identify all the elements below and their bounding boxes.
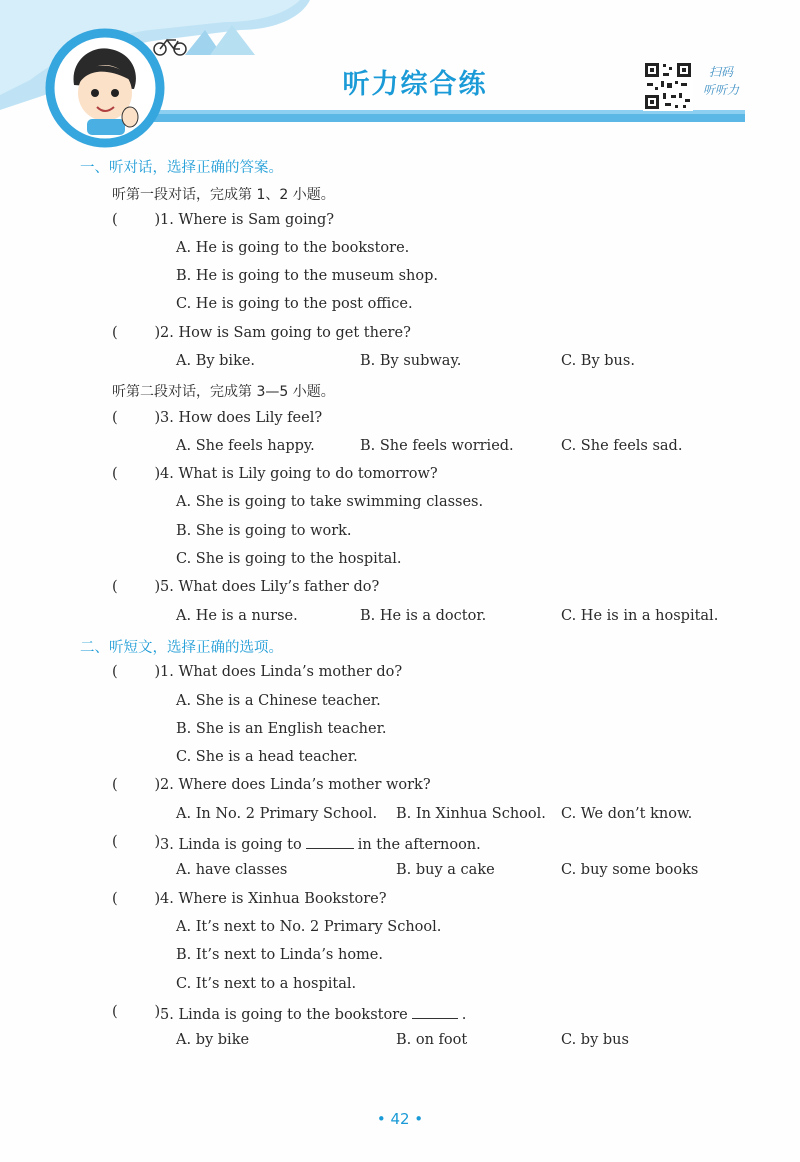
answer-paren[interactable]: ( ) xyxy=(112,891,161,907)
scan-label-line2: 听听力 xyxy=(702,83,739,97)
question-stem: 2. Where does Linda’s mother work? xyxy=(160,777,431,793)
header-banner xyxy=(0,0,800,150)
option-b[interactable]: B. In Xinhua School. xyxy=(396,806,546,822)
option-a[interactable]: A. She is a Chinese teacher. xyxy=(176,693,381,709)
option-a[interactable]: A. by bike xyxy=(176,1032,250,1048)
question-stem-end: in the afternoon. xyxy=(357,837,481,853)
option-c[interactable]: C. buy some books xyxy=(561,862,699,878)
question-stem-start: 3. Linda is going to xyxy=(160,837,302,853)
option-b[interactable]: B. He is a doctor. xyxy=(360,608,487,624)
answer-paren[interactable]: ( ) xyxy=(112,410,161,426)
section-heading-2: 二、听短文，选择正确的选项。 xyxy=(80,640,283,656)
question-stem: 1. What does Linda’s mother do? xyxy=(160,664,403,680)
section-heading-1: 一、听对话，选择正确的答案。 xyxy=(80,160,283,176)
qr-code-icon[interactable] xyxy=(643,61,693,111)
answer-paren[interactable]: ( ) xyxy=(112,664,161,680)
question-stem: 2. How is Sam going to get there? xyxy=(160,325,411,341)
option-c[interactable]: C. She is going to the hospital. xyxy=(176,551,402,567)
answer-paren[interactable]: ( ) xyxy=(112,466,161,482)
dialog-1-intro: 听第一段对话，完成第 1、2 小题。 xyxy=(112,187,335,203)
option-a[interactable]: A. He is a nurse. xyxy=(176,608,298,624)
answer-paren[interactable]: ( ) xyxy=(112,1004,161,1020)
question-stem: 4. Where is Xinhua Bookstore? xyxy=(160,891,387,907)
question-stem-end: . xyxy=(461,1007,467,1023)
question-stem xyxy=(160,834,481,853)
option-c[interactable]: C. It’s next to a hospital. xyxy=(176,976,357,992)
question-stem xyxy=(160,1004,466,1023)
option-b[interactable]: B. He is going to the museum shop. xyxy=(176,268,439,284)
option-b[interactable]: B. By subway. xyxy=(360,353,462,369)
option-b[interactable]: B. on foot xyxy=(396,1032,468,1048)
option-b[interactable]: B. She is an English teacher. xyxy=(176,721,387,737)
scan-label-line1: 扫码 xyxy=(708,65,733,79)
scan-label xyxy=(697,63,745,99)
option-a[interactable]: A. She feels happy. xyxy=(176,438,315,454)
option-a[interactable]: A. By bike. xyxy=(176,353,256,369)
question-stem: 5. What does Lily’s father do? xyxy=(160,579,380,595)
page-number: • 42 • xyxy=(376,1110,424,1128)
option-b[interactable]: B. She feels worried. xyxy=(360,438,514,454)
fill-blank[interactable] xyxy=(412,1004,458,1019)
answer-paren[interactable]: ( ) xyxy=(112,777,161,793)
bicycle-icon xyxy=(152,35,188,57)
option-b[interactable]: B. She is going to work. xyxy=(176,523,352,539)
dialog-2-intro: 听第二段对话，完成第 3—5 小题。 xyxy=(112,384,335,400)
page-title: 听力综合练 xyxy=(342,69,488,100)
answer-paren[interactable]: ( ) xyxy=(112,834,161,850)
answer-paren[interactable]: ( ) xyxy=(112,212,161,228)
option-c[interactable]: C. by bus xyxy=(561,1032,629,1048)
option-c[interactable]: C. She is a head teacher. xyxy=(176,749,358,765)
fill-blank[interactable] xyxy=(306,834,354,849)
option-b[interactable]: B. buy a cake xyxy=(396,862,495,878)
boy-mascot-icon xyxy=(62,45,148,135)
option-a[interactable]: A. He is going to the bookstore. xyxy=(176,240,410,256)
answer-paren[interactable]: ( ) xyxy=(112,579,161,595)
question-stem: 1. Where is Sam going? xyxy=(160,212,335,228)
question-stem: 4. What is Lily going to do tomorrow? xyxy=(160,466,438,482)
option-b[interactable]: B. It’s next to Linda’s home. xyxy=(176,947,383,963)
option-c[interactable]: C. By bus. xyxy=(561,353,635,369)
option-a[interactable]: A. In No. 2 Primary School. xyxy=(176,806,378,822)
option-c[interactable]: C. He is going to the post office. xyxy=(176,296,413,312)
option-a[interactable]: A. She is going to take swimming classes. xyxy=(176,494,484,510)
option-c[interactable]: C. We don’t know. xyxy=(561,806,693,822)
option-a[interactable]: A. have classes xyxy=(176,862,288,878)
question-stem: 3. How does Lily feel? xyxy=(160,410,323,426)
question-stem-start: 5. Linda is going to the bookstore xyxy=(160,1007,408,1023)
answer-paren[interactable]: ( ) xyxy=(112,325,161,341)
option-c[interactable]: C. She feels sad. xyxy=(561,438,683,454)
option-a[interactable]: A. It’s next to No. 2 Primary School. xyxy=(176,919,442,935)
option-c[interactable]: C. He is in a hospital. xyxy=(561,608,719,624)
